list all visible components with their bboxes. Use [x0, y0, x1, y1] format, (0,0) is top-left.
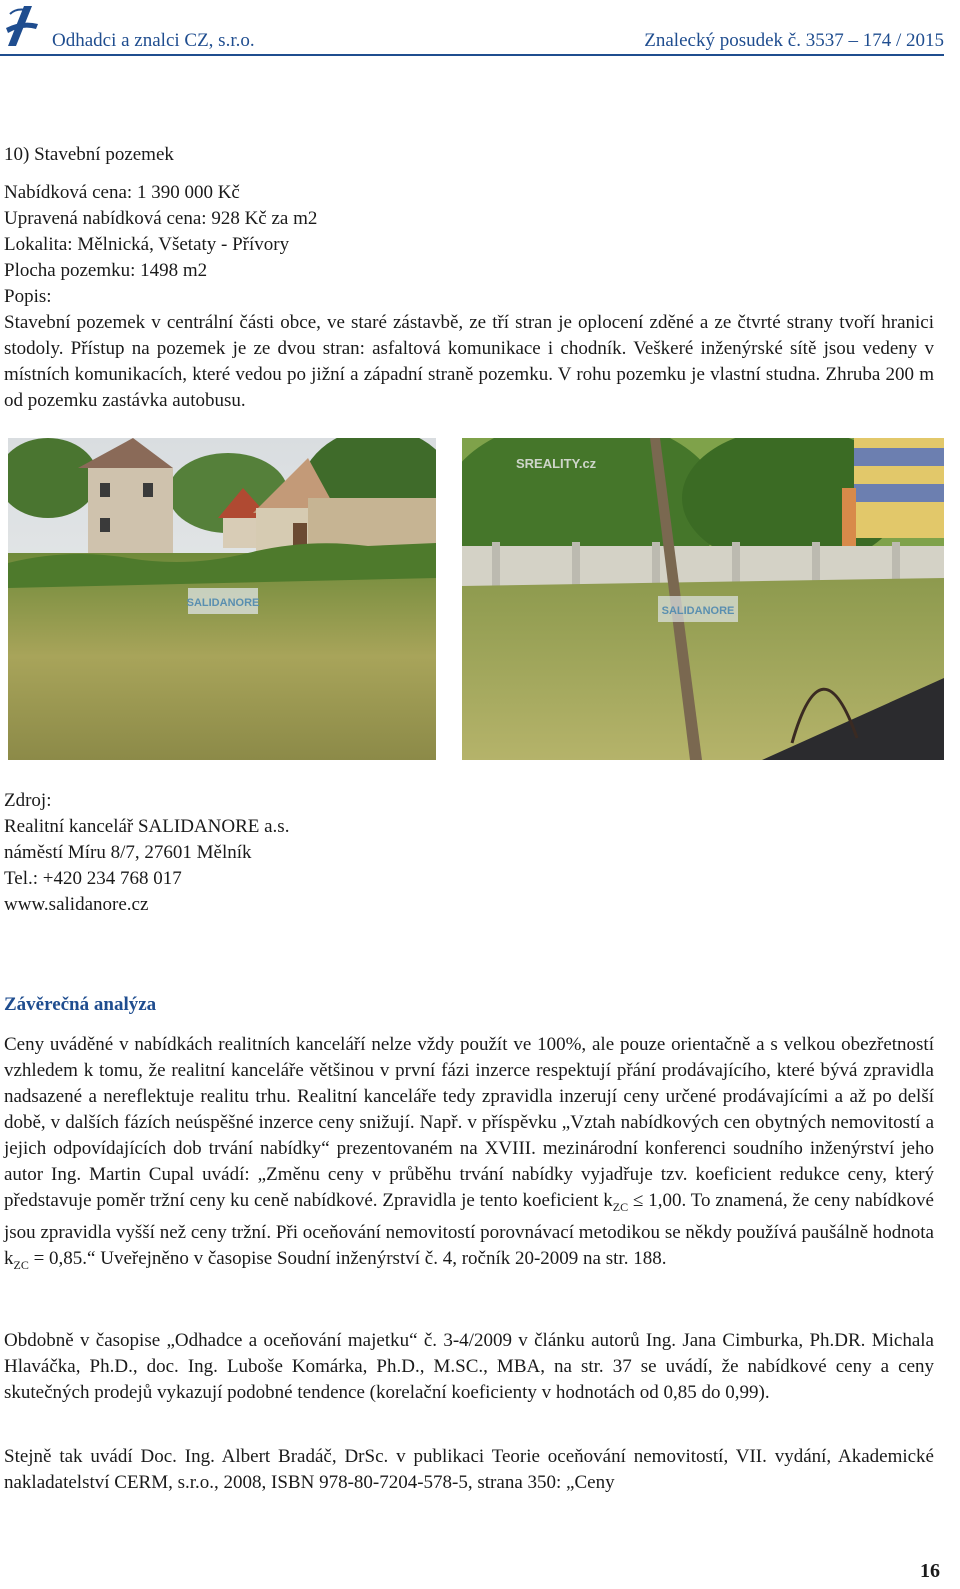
header-report-number: Znalecký posudek č. 3537 – 174 / 2015 [644, 30, 944, 51]
page-header [0, 0, 944, 56]
analysis-heading: Závěrečná analýza [4, 994, 157, 1015]
analysis-paragraph-2: Obdobně v časopise „Odhadce a oceňování majetku“ č. 3-4/2009 v článku autorů Ing. Jana Cimburka, Ph.DR. Michala Hlaváčka, Ph.D., doc. Ing. Luboše Komárka, Ph.D., M.SC., MBA, na str. 37 se uvádí, že nabídkové ceny a ceny skutečných prodejů vykazují podobné tendence (korelační koeficienty v hodnotách od 0,85 do 0,99). [4, 1330, 934, 1403]
listing-description: Stavební pozemek v centrální části obce, ve staré zástavbě, ze tří stran je oplocení zděné a ze čtvrté strany tvoří hranici stodoly. Přístup na pozemek je ze dvou stran: asfaltová komunikace i chodník. Veškeré inženýrské sítě jsou vedeny v místních komunikacích, které vedou po jižní a západní straně pozemku. V rohu pozemku je vlastní studna. Zhruba 200 m od pozemku zastávka autobusu. [4, 312, 934, 411]
listing-description-label: Popis: [4, 286, 52, 307]
company-logo-icon [2, 2, 42, 50]
photo-2-watermark-text: SALIDANORE [661, 605, 735, 617]
header-divider [0, 54, 944, 56]
analysis-p1-part-a: Ceny uváděné v nabídkách realitních kanceláří nelze vždy použít ve 100%, ale pouze orientačně a s velkou obezřetností vzhledem k tomu, že realitní kanceláře většinou v první fázi inzerce respektují přání prodávajícího, které bývá zpravidla nadsazené a nereflektuje realitu trhu. Realitní kanceláře tedy zpravidla inzerují ceny určené prodávajícími a až po delší době, v dalších fázích neúspěšné inzerce ceny snižují. Např. v příspěvku „Vztah nabídkových cen obytných nemovitostí a jejich odpovídajících dob trvání nabídky“ prezentovaném na XVIII. mezinárodní konferenci soudního inženýrství jeho autor Ing. Martin Cupal uvádí: „Změnu ceny v průběhu trvání nabídky vyjadřuje tzv. koeficient redukce ceny, který představuje poměr tržní ceny ku ceně nabídkové. Zpravidla je tento koeficient k [4, 1034, 934, 1211]
property-photo-1 [8, 438, 436, 760]
analysis-p1-part-c: = 0,85.“ Uveřejněno v časopise Soudní inženýrství č. 4, ročník 20-2009 na str. 188. [28, 1247, 667, 1269]
photo-1-watermark-text: SALIDANORE [186, 597, 260, 609]
analysis-p1-part-b: ≤ 1,00. To znamená, že ceny nabídkové jsou zpravidla vyšší než ceny tržní. Při oceňování nemovitostí porovnávací metodikou se někdy používá paušálně hodnota k [4, 1190, 934, 1269]
page-number: 16 [920, 1560, 940, 1582]
header-company-name: Odhadci a znalci CZ, s.r.o. [52, 30, 255, 51]
source-label: Zdroj: [4, 790, 52, 811]
analysis-paragraph-1 [4, 1032, 934, 1278]
analysis-paragraph-3: Stejně tak uvádí Doc. Ing. Albert Bradáč, DrSc. v publikaci Teorie oceňování nemovitostí, VII. vydání, Akademické nakladatelství CERM, s.r.o., 2008, ISBN 978-80-7204-578-5, strana 350: „Ceny [4, 1446, 934, 1493]
listing-adjusted-price: Upravená nabídková cena: 928 Kč za m2 [4, 208, 318, 229]
source-agency: Realitní kancelář SALIDANORE a.s. [4, 816, 290, 837]
listing-location: Lokalita: Mělnická, Všetaty - Přívory [4, 234, 290, 255]
photo-2-sreality-watermark: SREALITY.cz [516, 456, 597, 471]
listing-title: 10) Stavební pozemek [4, 144, 174, 165]
listing-price: Nabídková cena: 1 390 000 Kč [4, 182, 240, 203]
source-phone: Tel.: +420 234 768 017 [4, 868, 182, 889]
listing-area: Plocha pozemku: 1498 m2 [4, 260, 208, 281]
property-photo-2 [462, 438, 944, 760]
source-address: náměstí Míru 8/7, 27601 Mělník [4, 842, 252, 863]
source-web: www.salidanore.cz [4, 894, 149, 915]
analysis-kzc-subscript-2: ZC [13, 1257, 29, 1272]
analysis-kzc-subscript-1: ZC [612, 1199, 629, 1214]
